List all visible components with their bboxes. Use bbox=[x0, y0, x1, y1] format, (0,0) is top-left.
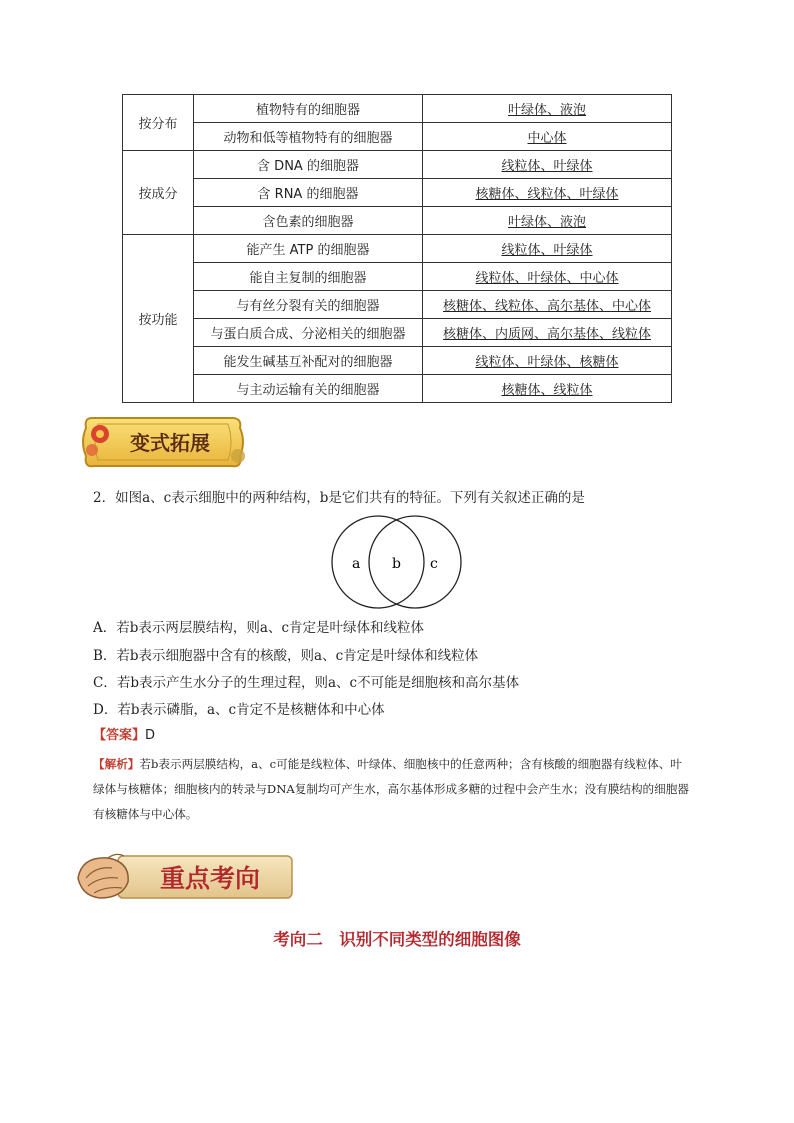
table-row bbox=[123, 123, 672, 151]
organelle-answer-cell: 线粒体、叶绿体 bbox=[423, 151, 672, 179]
organelle-description-cell: 能产生 ATP 的细胞器 bbox=[194, 235, 423, 263]
organelle-description-cell: 植物特有的细胞器 bbox=[194, 95, 423, 123]
table-row bbox=[123, 95, 672, 123]
venn-label-a: a bbox=[352, 556, 361, 572]
question-stem: 2．如图a、c表示细胞中的两种结构，b是它们共有的特征。下列有关叙述正确的是 bbox=[93, 490, 585, 506]
organelle-answer-cell: 核糖体、内质网、高尔基体、线粒体 bbox=[423, 319, 672, 347]
table-row bbox=[123, 375, 672, 403]
key-direction-banner bbox=[72, 848, 297, 904]
option-c: C．若b表示产生水分子的生理过程，则a、c不可能是细胞核和高尔基体 bbox=[93, 675, 520, 691]
analysis-text: 若b表示两层膜结构，a、c可能是线粒体、叶绿体、细胞核中的任意两种；含有核酸的细胞器有线粒体、叶绿体与核糖体；细胞核内的转录与DNA复制均可产生水，高尔基体形成多糖的过程中会产生水；没有膜结构的细胞器有核糖体与中心体。 bbox=[93, 757, 689, 821]
table-row bbox=[123, 151, 672, 179]
analysis-label: 【解析】 bbox=[93, 757, 140, 771]
organelle-description-cell: 含色素的细胞器 bbox=[194, 207, 423, 235]
category-cell: 按分布 bbox=[123, 95, 194, 151]
organelle-answer-cell: 叶绿体、液泡 bbox=[423, 207, 672, 235]
organelle-description-cell: 能自主复制的细胞器 bbox=[194, 263, 423, 291]
organelle-answer-cell: 叶绿体、液泡 bbox=[423, 95, 672, 123]
answer-line bbox=[93, 724, 155, 743]
answer-label: 【答案】 bbox=[93, 728, 146, 743]
organelle-classification-table bbox=[122, 94, 672, 403]
organelle-description-cell: 与有丝分裂有关的细胞器 bbox=[194, 291, 423, 319]
venn-label-b: b bbox=[392, 556, 401, 572]
category-cell: 按功能 bbox=[123, 235, 194, 403]
banner-title: 变式拓展 bbox=[130, 431, 210, 455]
section-title: 考向二 识别不同类型的细胞图像 bbox=[273, 930, 521, 949]
table-row bbox=[123, 235, 672, 263]
organelle-answer-cell: 线粒体、叶绿体 bbox=[423, 235, 672, 263]
variant-extension-banner bbox=[78, 410, 248, 474]
organelle-description-cell: 含 RNA 的细胞器 bbox=[194, 179, 423, 207]
venn-circle-c bbox=[369, 516, 461, 608]
table-row bbox=[123, 207, 672, 235]
category-cell: 按成分 bbox=[123, 151, 194, 235]
organelle-answer-cell: 核糖体、线粒体、叶绿体 bbox=[423, 179, 672, 207]
organelle-description-cell: 能发生碱基互补配对的细胞器 bbox=[194, 347, 423, 375]
venn-circle-a bbox=[332, 516, 424, 608]
organelle-answer-cell: 核糖体、线粒体 bbox=[423, 375, 672, 403]
banner-title: 重点考向 bbox=[159, 864, 261, 893]
organelle-answer-cell: 中心体 bbox=[423, 123, 672, 151]
organelle-answer-cell: 核糖体、线粒体、高尔基体、中心体 bbox=[423, 291, 672, 319]
table-row bbox=[123, 319, 672, 347]
option-a: A．若b表示两层膜结构，则a、c肯定是叶绿体和线粒体 bbox=[93, 620, 424, 636]
venn-label-c: c bbox=[430, 556, 438, 572]
organelle-description-cell: 动物和低等植物特有的细胞器 bbox=[194, 123, 423, 151]
option-b: B．若b表示细胞器中含有的核酸，则a、c肯定是叶绿体和线粒体 bbox=[93, 648, 479, 664]
option-d: D．若b表示磷脂，a、c肯定不是核糖体和中心体 bbox=[93, 702, 385, 718]
table-row bbox=[123, 347, 672, 375]
organelle-answer-cell: 线粒体、叶绿体、中心体 bbox=[423, 263, 672, 291]
answer-value: D bbox=[145, 728, 156, 743]
organelle-description-cell: 与蛋白质合成、分泌相关的细胞器 bbox=[194, 319, 423, 347]
organelle-description-cell: 含 DNA 的细胞器 bbox=[194, 151, 423, 179]
organelle-description-cell: 与主动运输有关的细胞器 bbox=[194, 375, 423, 403]
organelle-answer-cell: 线粒体、叶绿体、核糖体 bbox=[423, 347, 672, 375]
table-row bbox=[123, 263, 672, 291]
analysis-paragraph bbox=[93, 752, 693, 827]
table-row bbox=[123, 179, 672, 207]
venn-diagram bbox=[330, 514, 465, 610]
table-row bbox=[123, 291, 672, 319]
